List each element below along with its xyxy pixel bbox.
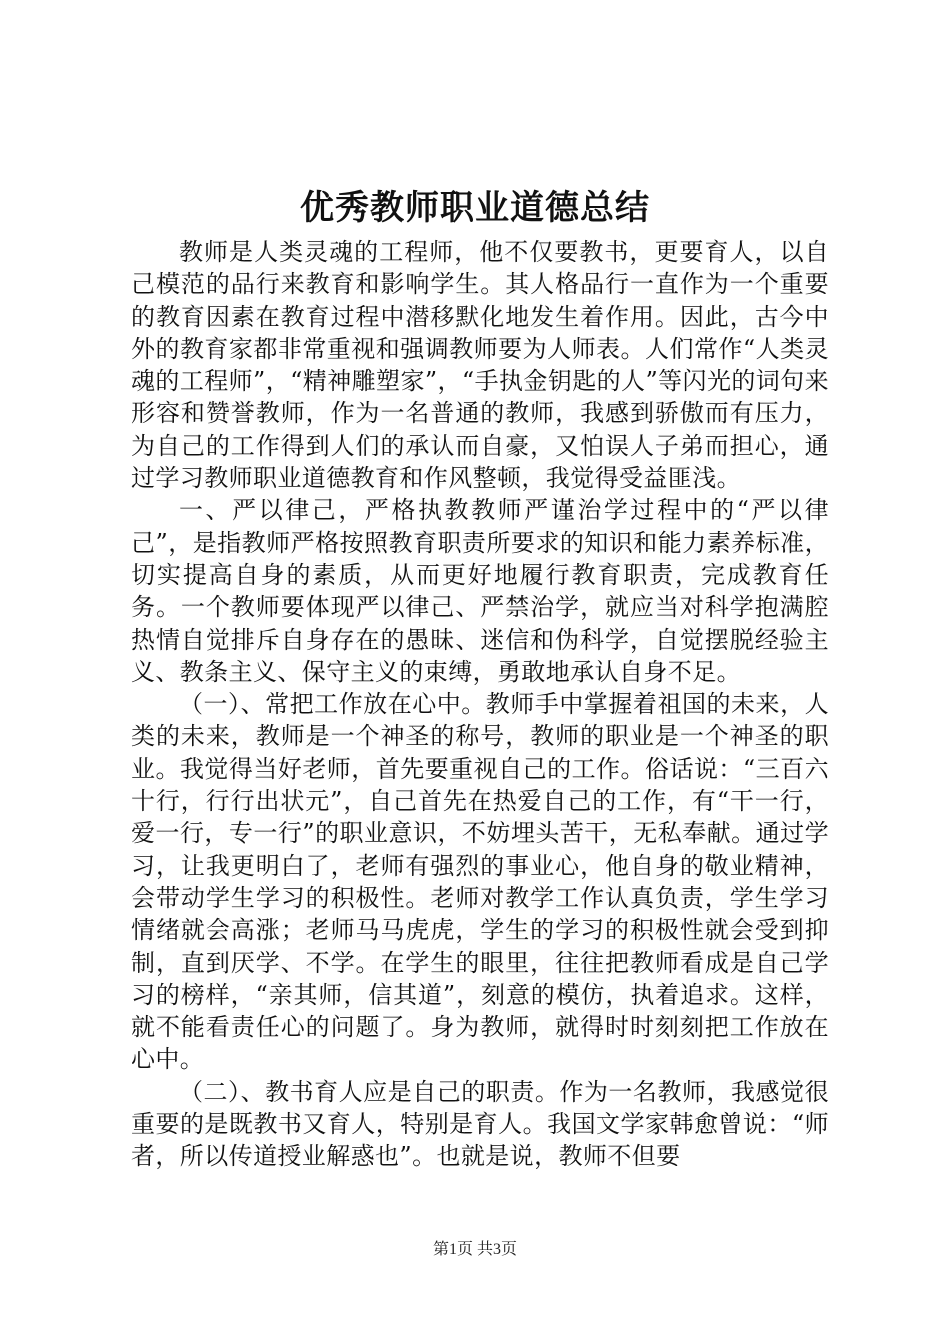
document-body bbox=[131, 236, 829, 1173]
document-title: 优秀教师职业道德总结 bbox=[300, 188, 650, 228]
paragraph-section-1: 一、严以律己，严格执教教师严谨治学过程中的“严以律己”，是指教师严格按照教育职责所要求的知识和能力素养标准，切实提高自身的素质，从而更好地履行教育职责，完成教育任务。一个教师要体现严以律己、严禁治学，就应当对科学抱满腔热情自觉排斥自身存在的愚昧、迷信和伪科学，自觉摆脱经验主义、教条主义、保守主义的束缚，勇敢地承认自身不足。 bbox=[131, 496, 829, 686]
paragraph-intro: 教师是人类灵魂的工程师，他不仅要教书，更要育人，以自己模范的品行来教育和影响学生。其人格品行一直作为一个重要的教育因素在教育过程中潜移默化地发生着作用。因此，古今中外的教育家都非常重视和强调教师要为人师表。人们常作“人类灵魂的工程师”，“精神雕塑家”，“手执金钥匙的人”等闪光的词句来形容和赞誉教师，作为一名普通的教师，我感到骄傲而有压力，为自己的工作得到人们的承认而自豪，又怕误人子弟而担心，通过学习教师职业道德教育和作风整顿，我觉得受益匪浅。 bbox=[131, 238, 829, 493]
paragraph-subsection-1: （一）、常把工作放在心中。教师手中掌握着祖国的未来，人类的未来，教师是一个神圣的称号，教师的职业是一个神圣的职业。我觉得当好老师，首先要重视自己的工作。俗话说：“三百六十行，行行出状元”，自己首先在热爱自己的工作，有“干一行，爱一行，专一行”的职业意识，不妨埋头苦干，无私奉献。通过学习，让我更明白了，老师有强烈的事业心，他自身的敬业精神，会带动学生学习的积极性。老师对教学工作认真负责，学生学习情绪就会高涨；老师马马虎虎，学生的学习的积极性就会受到抑制，直到厌学、不学。在学生的眼里，往往把教师看成是自己学习的榜样，“亲其师，信其道”，刻意的模仿，执着追求。这样，就不能看责任心的问题了。身为教师，就得时时刻刻把工作放在心中。 bbox=[131, 690, 829, 1074]
paragraph-subsection-2: （二）、教书育人应是自己的职责。作为一名教师，我感觉很重要的是既教书又育人，特别是育人。我国文学家韩愈曾说：“师者，所以传道授业解惑也”。也就是说，教师不但要 bbox=[131, 1077, 829, 1171]
page-number-footer: 第1页 共3页 bbox=[432, 1241, 517, 1258]
